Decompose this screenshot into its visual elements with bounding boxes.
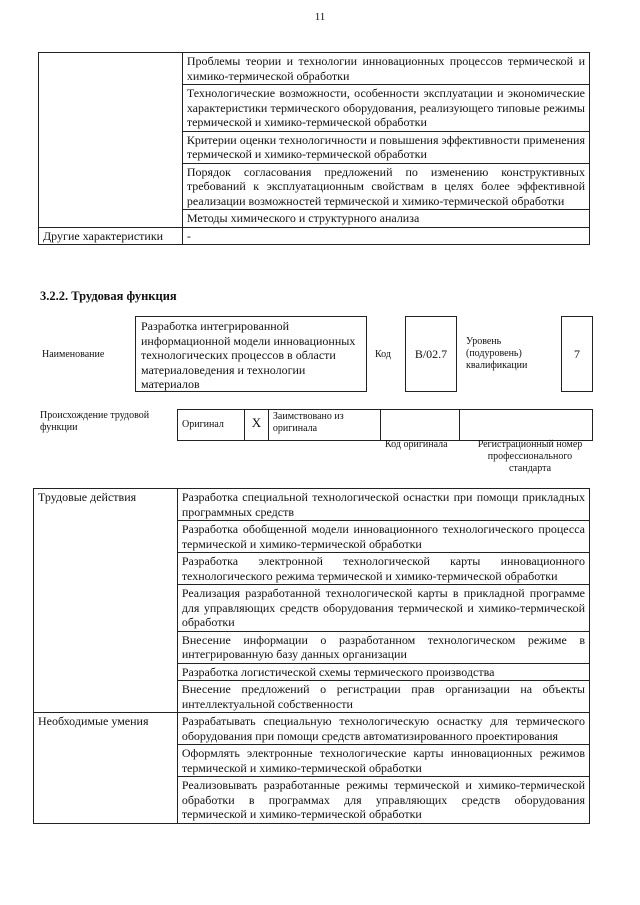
table-cell: Внесение информации о разработанном технологическом режиме в интегрированную базу данных организации [177, 631, 589, 663]
other-characteristics-label: Другие характеристики [39, 227, 183, 245]
name-label: Наименование [42, 349, 105, 360]
table-cell: Разработка логистической схемы термического производства [177, 663, 589, 681]
labor-table [33, 488, 590, 824]
table-cell: Методы химического и структурного анализа [182, 210, 589, 228]
original-label: Оригинал [178, 410, 245, 441]
code-value: B/02.7 [414, 347, 448, 361]
code-value-box [405, 316, 457, 392]
reg-number-cell [460, 410, 593, 441]
table-cell: Реализация разработанной технологической карты в прикладной программе для управляющих средств оборудования термической и химико-термической обработки [177, 585, 589, 632]
table-cell: Критерии оценки технологичности и повышения эффективности применения термической и химико-термической обработки [182, 131, 589, 163]
table-cell: Реализовывать разработанные режимы термической и химико-термической обработки в программах для управляющих средств оборудования термической и химико-термической обработки [177, 777, 589, 824]
code-original-cell [380, 410, 460, 441]
knowledge-label-cell [39, 53, 183, 228]
level-value: 7 [574, 347, 580, 361]
table-cell: Технологические возможности, особенности эксплуатации и экономические характеристики термического оборудования, реализующего типовые режимы термической и химико-термической обработки [182, 85, 589, 132]
table-cell: Внесение предложений о регистрации прав организации на объекты интеллектуальной собственности [177, 681, 589, 713]
table-cell: Разработка электронной технологической карты инновационного технологического режима термической и химико-термической обработки [177, 553, 589, 585]
name-value-box [135, 316, 367, 392]
table-cell: Оформлять электронные технологические карты инновационных режимов термической и химико-термической обработки [177, 745, 589, 777]
table-row [39, 53, 590, 85]
table-cell: Разрабатывать специальную технологическую оснастку для термического оборудования при помощи средств автоматизированного проектирования [177, 713, 589, 745]
level-value-box [561, 316, 593, 392]
knowledge-table [38, 52, 590, 245]
table-row [178, 410, 593, 441]
original-mark: X [244, 410, 268, 441]
skills-label: Необходимые умения [34, 713, 178, 824]
table-row [34, 489, 590, 521]
page-number: 11 [314, 11, 326, 23]
table-cell: Порядок согласования предложений по изменению конструктивных требований к эксплуатационным свойствам в целях более эффективной реализации возможностей термической и химико-термической обработки [182, 163, 589, 210]
table-row [34, 713, 590, 745]
table-row [39, 227, 590, 245]
table-cell: Разработка обобщенной модели инновационного технологического процесса термической и химико-термической обработки [177, 521, 589, 553]
borrowed-label: Заимствовано из оригинала [268, 410, 380, 441]
code-original-caption: Код оригинала [385, 439, 448, 450]
labor-actions-label: Трудовые действия [34, 489, 178, 713]
other-characteristics-value: - [182, 227, 589, 245]
origin-table [177, 409, 593, 441]
function-name: Разработка интегрированной информационной модели инновационных технологических процессов в области материаловедения и технологии материалов [141, 319, 356, 391]
code-label: Код [375, 349, 391, 360]
reg-number-caption: Регистрационный номер профессионального стандарта [477, 439, 583, 474]
level-label: Уровень (подуровень) квалификации [466, 336, 528, 371]
section-title: 3.2.2. Трудовая функция [40, 289, 177, 303]
table-cell: Проблемы теории и технологии инновационных процессов термической и химико-термической обработки [182, 53, 589, 85]
table-cell: Разработка специальной технологической оснастки при помощи прикладных программных средств [177, 489, 589, 521]
origin-label: Происхождение трудовой функции [40, 410, 150, 433]
